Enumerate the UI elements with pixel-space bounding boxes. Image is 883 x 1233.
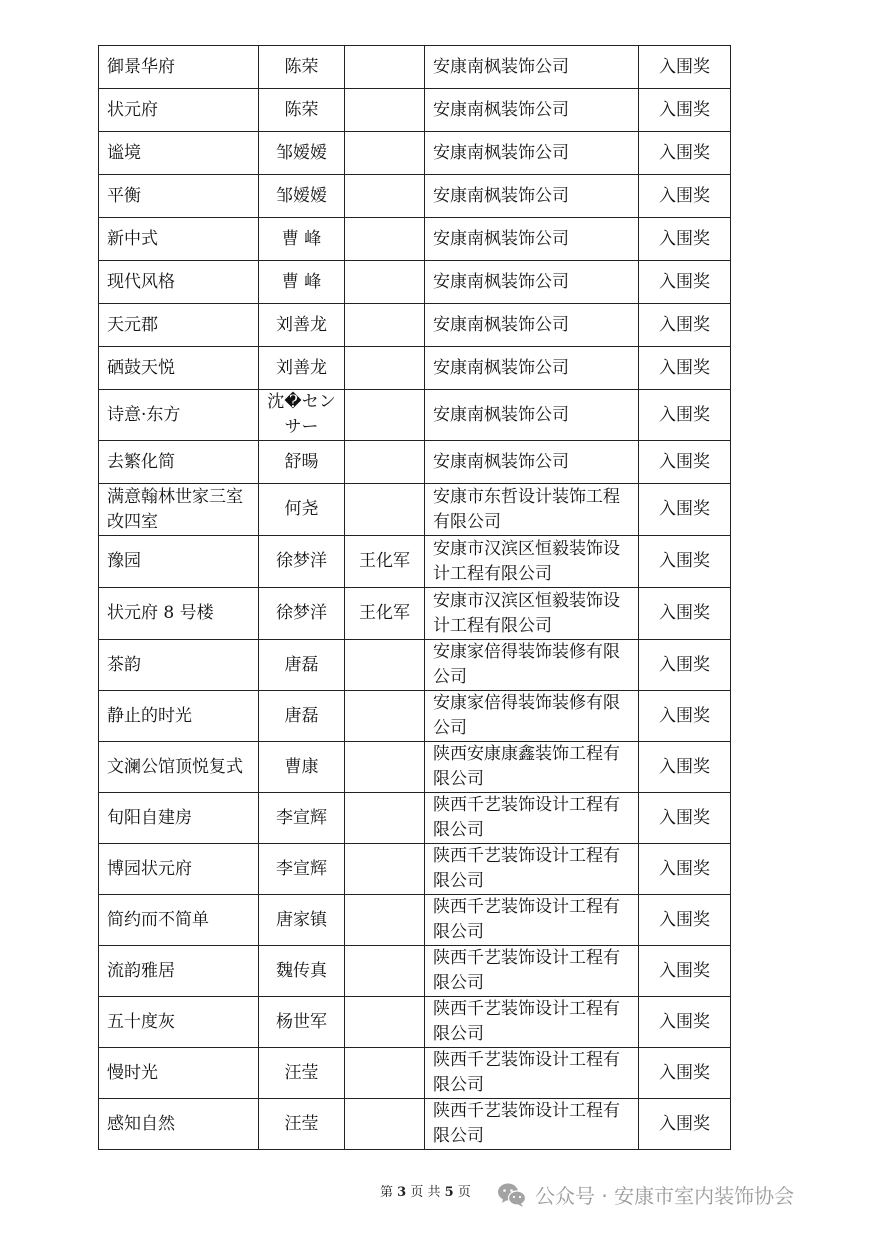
designer-cell: 刘善龙 (259, 347, 345, 390)
company-cell: 安康南枫装饰公司 (425, 441, 639, 484)
project-name-cell: 新中式 (99, 218, 259, 261)
project-name-cell: 现代风格 (99, 261, 259, 304)
company-cell: 安康南枫装饰公司 (425, 218, 639, 261)
company-cell: 陕西千艺装饰设计工程有限公司 (425, 1048, 639, 1099)
designer-cell: 唐家镇 (259, 895, 345, 946)
co-designer-cell (345, 484, 425, 536)
award-cell: 入围奖 (639, 895, 731, 946)
project-name-cell: 文澜公馆顶悦复式 (99, 742, 259, 793)
company-cell: 安康南枫装饰公司 (425, 347, 639, 390)
company-cell: 安康市东哲设计装饰工程有限公司 (425, 484, 639, 536)
award-cell: 入围奖 (639, 347, 731, 390)
designer-cell: 李宣辉 (259, 793, 345, 844)
table-row (99, 46, 731, 89)
current-page-number: 3 (397, 1185, 407, 1200)
award-cell: 入围奖 (639, 946, 731, 997)
company-cell: 安康南枫装饰公司 (425, 132, 639, 175)
watermark-text: 公众号 · 安康市室内装饰协会 (535, 1184, 795, 1208)
co-designer-cell (345, 895, 425, 946)
award-cell: 入围奖 (639, 1099, 731, 1150)
co-designer-cell (345, 304, 425, 347)
designer-cell: 邹嫒嫒 (259, 175, 345, 218)
co-designer-cell (345, 347, 425, 390)
awards-table-body (99, 46, 731, 1150)
award-cell: 入围奖 (639, 46, 731, 89)
table-row (99, 218, 731, 261)
project-name-cell: 谧境 (99, 132, 259, 175)
award-cell: 入围奖 (639, 742, 731, 793)
company-cell: 安康南枫装饰公司 (425, 175, 639, 218)
designer-cell: 汪莹 (259, 1099, 345, 1150)
project-name-cell: 状元府 8 号楼 (99, 588, 259, 640)
company-cell: 陕西安康康鑫装饰工程有限公司 (425, 742, 639, 793)
table-row (99, 347, 731, 390)
project-name-cell: 天元郡 (99, 304, 259, 347)
co-designer-cell (345, 218, 425, 261)
project-name-cell: 简约而不简单 (99, 895, 259, 946)
designer-cell: 邹嫒嫒 (259, 132, 345, 175)
award-cell: 入围奖 (639, 89, 731, 132)
table-row (99, 132, 731, 175)
designer-cell: 徐梦洋 (259, 588, 345, 640)
company-cell: 安康南枫装饰公司 (425, 46, 639, 89)
project-name-cell: 硒鼓天悦 (99, 347, 259, 390)
co-designer-cell (345, 844, 425, 895)
project-name-cell: 平衡 (99, 175, 259, 218)
designer-cell: 李宣辉 (259, 844, 345, 895)
company-cell: 陕西千艺装饰设计工程有限公司 (425, 946, 639, 997)
project-name-cell: 诗意·东方 (99, 390, 259, 441)
award-cell: 入围奖 (639, 132, 731, 175)
company-cell: 陕西千艺装饰设计工程有限公司 (425, 997, 639, 1048)
co-designer-cell: 王化军 (345, 588, 425, 640)
designer-cell: 徐梦洋 (259, 536, 345, 588)
table-row (99, 441, 731, 484)
designer-cell: 汪莹 (259, 1048, 345, 1099)
table-row (99, 691, 731, 742)
designer-cell: 唐磊 (259, 640, 345, 691)
co-designer-cell (345, 132, 425, 175)
table-row (99, 304, 731, 347)
award-cell: 入围奖 (639, 640, 731, 691)
table-row (99, 640, 731, 691)
table-row (99, 175, 731, 218)
table-row (99, 261, 731, 304)
co-designer-cell (345, 742, 425, 793)
awards-table (98, 45, 731, 1150)
award-cell: 入围奖 (639, 793, 731, 844)
award-cell: 入围奖 (639, 304, 731, 347)
co-designer-cell (345, 441, 425, 484)
co-designer-cell (345, 261, 425, 304)
award-cell: 入围奖 (639, 175, 731, 218)
company-cell: 陕西千艺装饰设计工程有限公司 (425, 793, 639, 844)
project-name-cell: 感知自然 (99, 1099, 259, 1150)
footer-middle: 页 共 (410, 1185, 441, 1200)
co-designer-cell (345, 946, 425, 997)
project-name-cell: 状元府 (99, 89, 259, 132)
table-row (99, 793, 731, 844)
award-cell: 入围奖 (639, 844, 731, 895)
award-cell: 入围奖 (639, 536, 731, 588)
project-name-cell: 流韵雅居 (99, 946, 259, 997)
designer-cell: 沈�センサー (259, 390, 345, 441)
designer-cell: 杨世军 (259, 997, 345, 1048)
table-row (99, 997, 731, 1048)
co-designer-cell (345, 691, 425, 742)
co-designer-cell: 王化军 (345, 536, 425, 588)
company-cell: 安康家倍得装饰装修有限公司 (425, 640, 639, 691)
table-row (99, 390, 731, 441)
project-name-cell: 去繁化简 (99, 441, 259, 484)
table-row (99, 1048, 731, 1099)
award-cell: 入围奖 (639, 390, 731, 441)
table-row (99, 742, 731, 793)
table-row (99, 484, 731, 536)
designer-cell: 魏传真 (259, 946, 345, 997)
table-row (99, 536, 731, 588)
award-cell: 入围奖 (639, 588, 731, 640)
project-name-cell: 豫园 (99, 536, 259, 588)
award-cell: 入围奖 (639, 484, 731, 536)
designer-cell: 陈荣 (259, 89, 345, 132)
project-name-cell: 静止的时光 (99, 691, 259, 742)
co-designer-cell (345, 1048, 425, 1099)
designer-cell: 舒暘 (259, 441, 345, 484)
table-row (99, 895, 731, 946)
wechat-icon (497, 1182, 527, 1208)
award-cell: 入围奖 (639, 691, 731, 742)
project-name-cell: 茶韵 (99, 640, 259, 691)
project-name-cell: 御景华府 (99, 46, 259, 89)
designer-cell: 唐磊 (259, 691, 345, 742)
table-row (99, 844, 731, 895)
watermark (497, 1180, 794, 1209)
footer-prefix: 第 (380, 1185, 394, 1200)
designer-cell: 曹 峰 (259, 218, 345, 261)
company-cell: 陕西千艺装饰设计工程有限公司 (425, 1099, 639, 1150)
award-cell: 入围奖 (639, 441, 731, 484)
designer-cell: 刘善龙 (259, 304, 345, 347)
designer-cell: 曹康 (259, 742, 345, 793)
co-designer-cell (345, 997, 425, 1048)
company-cell: 安康南枫装饰公司 (425, 261, 639, 304)
table-row (99, 946, 731, 997)
company-cell: 安康市汉滨区恒毅装饰设计工程有限公司 (425, 536, 639, 588)
co-designer-cell (345, 793, 425, 844)
project-name-cell: 旬阳自建房 (99, 793, 259, 844)
company-cell: 陕西千艺装饰设计工程有限公司 (425, 895, 639, 946)
designer-cell: 何尧 (259, 484, 345, 536)
co-designer-cell (345, 1099, 425, 1150)
table-row (99, 1099, 731, 1150)
designer-cell: 曹 峰 (259, 261, 345, 304)
footer-suffix: 页 (457, 1185, 471, 1200)
company-cell: 安康南枫装饰公司 (425, 390, 639, 441)
project-name-cell: 五十度灰 (99, 997, 259, 1048)
co-designer-cell (345, 89, 425, 132)
project-name-cell: 慢时光 (99, 1048, 259, 1099)
award-cell: 入围奖 (639, 997, 731, 1048)
co-designer-cell (345, 46, 425, 89)
company-cell: 安康南枫装饰公司 (425, 304, 639, 347)
project-name-cell: 满意翰林世家三室改四室 (99, 484, 259, 536)
company-cell: 安康南枫装饰公司 (425, 89, 639, 132)
company-cell: 安康市汉滨区恒毅装饰设计工程有限公司 (425, 588, 639, 640)
company-cell: 陕西千艺装饰设计工程有限公司 (425, 844, 639, 895)
co-designer-cell (345, 640, 425, 691)
table-row (99, 588, 731, 640)
total-page-number: 5 (444, 1185, 454, 1200)
table-row (99, 89, 731, 132)
company-cell: 安康家倍得装饰装修有限公司 (425, 691, 639, 742)
designer-cell: 陈荣 (259, 46, 345, 89)
page-footer (380, 1181, 471, 1200)
award-cell: 入围奖 (639, 261, 731, 304)
award-cell: 入围奖 (639, 218, 731, 261)
award-cell: 入围奖 (639, 1048, 731, 1099)
project-name-cell: 博园状元府 (99, 844, 259, 895)
co-designer-cell (345, 175, 425, 218)
co-designer-cell (345, 390, 425, 441)
